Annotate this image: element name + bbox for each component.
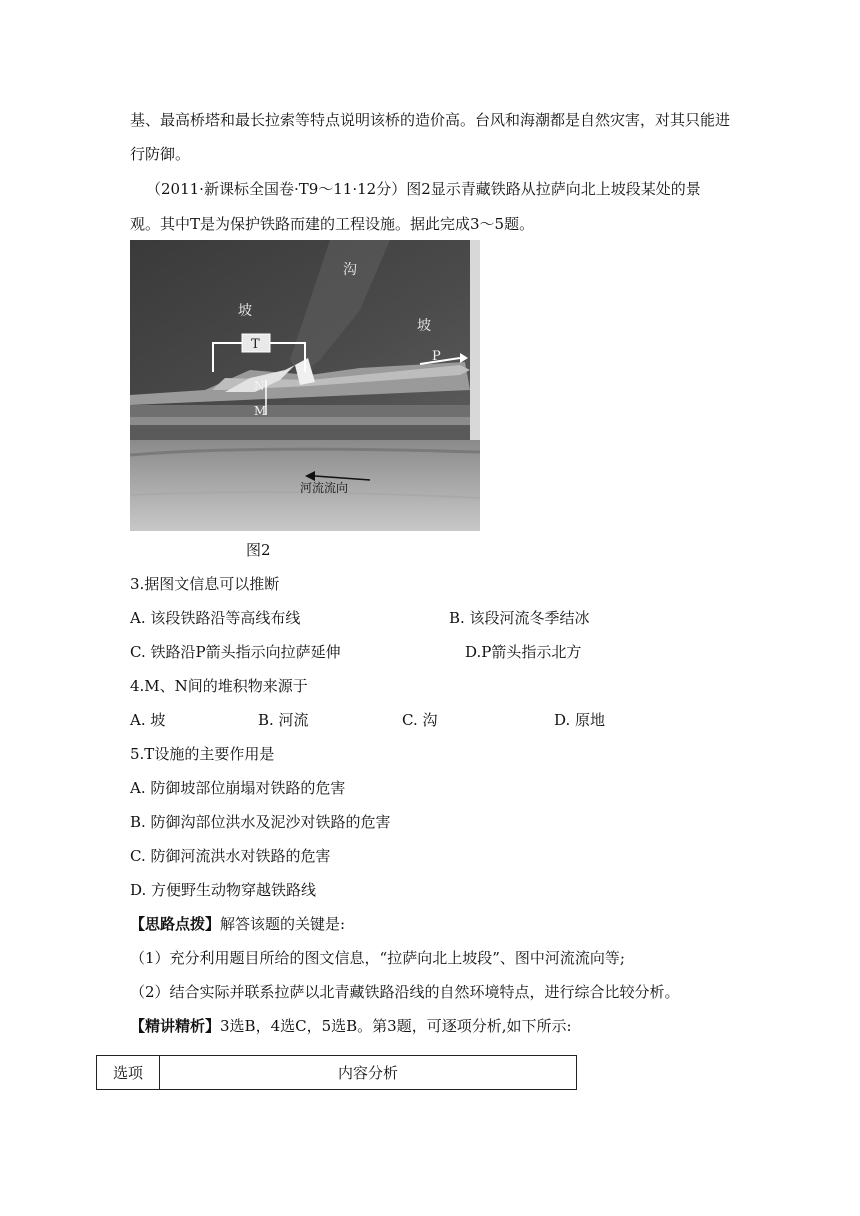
label-po-right: 坡	[417, 318, 431, 334]
label-river-direction: 河流流向	[300, 481, 349, 495]
label-m: M	[254, 404, 267, 418]
q5-stem: 5.T设施的主要作用是	[130, 745, 275, 763]
q3-option-a: A. 该段铁路沿等高线布线	[130, 609, 301, 627]
q5-option-a: A. 防御坡部位崩塌对铁路的危害	[130, 779, 346, 797]
q4-option-b: B. 河流	[258, 711, 309, 729]
q3-option-c: C. 铁路沿P箭头指示向拉萨延伸	[130, 643, 341, 661]
table-header-row	[97, 1056, 577, 1090]
figure-caption: 图2	[246, 541, 271, 559]
paragraph-line-1: 基、最高桥塔和最长拉索等特点说明该桥的造价高。台风和海潮都是自然灾害，对其只能进	[130, 111, 731, 129]
label-t: T	[251, 337, 260, 352]
table-header-content: 内容分析	[160, 1056, 577, 1090]
hint-title: 【思路点拨】	[130, 915, 221, 933]
q4-option-d: D. 原地	[554, 711, 606, 729]
q5-option-b: B. 防御沟部位洪水及泥沙对铁路的危害	[130, 813, 391, 831]
hint-line	[130, 914, 345, 934]
q5-option-d: D. 方便野生动物穿越铁路线	[130, 881, 317, 899]
q3-option-b: B. 该段河流冬季结冰	[449, 609, 590, 627]
hint-text: 解答该题的关键是:	[220, 915, 346, 933]
hint-point-2: （2）结合实际并联系拉萨以北青藏铁路沿线的自然环境特点，进行综合比较分析。	[130, 983, 680, 1001]
table-header-option: 选项	[97, 1056, 160, 1090]
analysis-text: 3选B，4选C，5选B。第3题，可逐项分析,如下所示:	[220, 1017, 572, 1035]
analysis-line	[130, 1016, 572, 1036]
label-n: N	[254, 379, 265, 393]
analysis-table	[96, 1055, 577, 1090]
q4-stem: 4.M、N间的堆积物来源于	[130, 677, 308, 695]
analysis-title: 【精讲精析】	[130, 1017, 221, 1035]
paragraph-line-2: 行防御。	[130, 145, 191, 163]
q5-option-c: C. 防御河流洪水对铁路的危害	[130, 847, 331, 865]
q4-option-c: C. 沟	[402, 711, 438, 729]
railway-landscape-photo	[130, 240, 480, 531]
label-p: P	[432, 349, 441, 364]
hint-point-1: （1）充分利用题目所给的图文信息，“拉萨向北上坡段”、图中河流流向等;	[130, 949, 625, 967]
q3-stem: 3.据图文信息可以推断	[130, 575, 280, 593]
label-gou: 沟	[343, 262, 357, 278]
q3-option-d: D.P箭头指示北方	[465, 643, 582, 661]
q4-option-a: A. 坡	[130, 711, 166, 729]
question-intro-line-2: 观。其中T是为保护铁路而建的工程设施。据此完成3～5题。	[130, 215, 535, 233]
question-intro-line-1: （2011·新课标全国卷·T9～11·12分）图2显示青藏铁路从拉萨向北上坡段某处的景	[146, 180, 701, 198]
label-po-left: 坡	[238, 303, 252, 319]
